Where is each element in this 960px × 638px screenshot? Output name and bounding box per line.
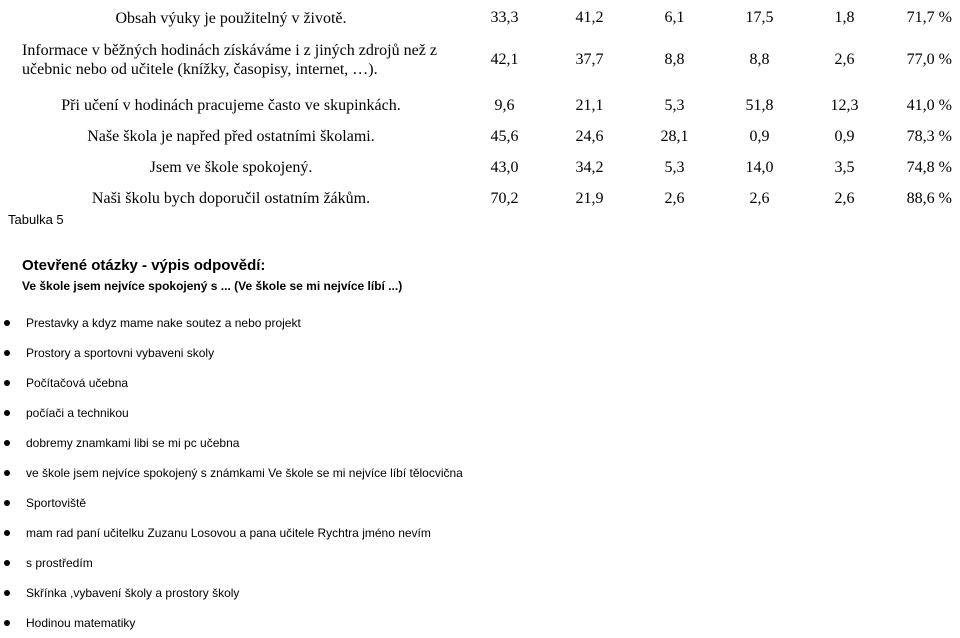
answer-text: Sportoviště [26, 496, 87, 510]
answer-text: počíači a technikou [26, 406, 129, 420]
value-cell: 8,8 [749, 51, 770, 68]
bullet-icon [4, 320, 10, 326]
row-label: Naši školu bych doporučil ostatním žákům. [91, 190, 371, 207]
bullet-icon [4, 410, 10, 416]
row-label: Naše škola je napřed před ostatními školami. [87, 128, 375, 145]
value-cell: 43,0 [490, 158, 519, 176]
table-row [0, 90, 952, 121]
value-cell: 0,9 [834, 127, 855, 145]
bullet-icon [4, 530, 10, 536]
table-row [0, 6, 952, 30]
answer-text: Skřínka ,vybavení školy a prostory školy [26, 586, 240, 600]
total-cell: 71,7 % [906, 9, 952, 26]
value-cell: 21,9 [575, 189, 604, 207]
total-cell: 78,3 % [906, 127, 952, 145]
value-cell: 1,8 [834, 9, 855, 26]
value-cell: 21,1 [575, 96, 604, 114]
bullet-icon [4, 620, 10, 626]
statistics-table [0, 6, 952, 214]
bullet-icon [4, 500, 10, 506]
value-cell: 28,1 [660, 127, 689, 145]
value-cell: 0,9 [749, 127, 770, 145]
answer-text: mam rad paní učitelku Zuzanu Losovou a pana učitele Rychtra jméno nevím [26, 526, 431, 540]
value-cell: 51,8 [745, 96, 774, 114]
answer-text: dobremy znamkami libi se mi pc učebna [26, 436, 240, 450]
bullet-icon [4, 380, 10, 386]
total-cell: 74,8 % [906, 158, 952, 176]
answer-text: ve škole jsem nejvíce spokojený s známkami Ve škole se mi nejvíce líbí tělocvična [26, 466, 463, 480]
row-label: Obsah výuky je použitelný v životě. [115, 9, 347, 27]
total-cell: 77,0 % [906, 51, 952, 68]
total-cell: 41,0 % [906, 96, 952, 114]
value-cell: 17,5 [745, 9, 774, 26]
bullet-icon [4, 470, 10, 476]
table-row [0, 152, 952, 183]
table-row [0, 121, 952, 152]
list-item [0, 308, 463, 338]
value-cell: 41,2 [575, 9, 604, 26]
value-cell: 3,5 [834, 158, 855, 176]
list-item [0, 338, 463, 368]
value-cell: 33,3 [490, 9, 519, 26]
value-cell: 45,6 [490, 127, 519, 145]
list-item [0, 428, 463, 458]
list-item [0, 548, 463, 578]
value-cell: 12,3 [830, 96, 859, 114]
row-label: Jsem ve škole spokojený. [149, 159, 313, 176]
list-item [0, 398, 463, 428]
table-caption: Tabulka 5 [8, 212, 64, 227]
bullet-icon [4, 440, 10, 446]
value-cell: 2,6 [834, 51, 855, 68]
answer-text: Hodinou matematiky [26, 616, 136, 630]
value-cell: 37,7 [575, 51, 604, 68]
answer-text: Prestavky a kdyz mame nake soutez a nebo projekt [26, 316, 301, 330]
value-cell: 9,6 [494, 96, 515, 114]
list-item [0, 518, 463, 548]
list-item [0, 458, 463, 488]
value-cell: 2,6 [834, 189, 855, 207]
table-row [0, 30, 952, 90]
table-row [0, 183, 952, 214]
value-cell: 34,2 [575, 158, 604, 176]
value-cell: 24,6 [575, 127, 604, 145]
section-heading: Otevřené otázky - výpis odpovědí: [22, 257, 266, 274]
bullet-icon [4, 560, 10, 566]
bullet-icon [4, 590, 10, 596]
list-item [0, 578, 463, 608]
value-cell: 6,1 [664, 9, 685, 26]
value-cell: 8,8 [664, 51, 685, 68]
value-cell: 5,3 [664, 96, 685, 114]
value-cell: 5,3 [664, 158, 685, 176]
answers-list [0, 308, 463, 638]
list-item [0, 488, 463, 518]
answer-text: Počítačová učebna [26, 376, 129, 390]
value-cell: 42,1 [490, 51, 519, 68]
list-item [0, 608, 463, 638]
bullet-icon [4, 350, 10, 356]
question-text: Ve škole jsem nejvíce spokojený s ... (Ve škole se mi nejvíce líbí ...) [22, 279, 403, 293]
answer-text: s prostředím [26, 556, 93, 570]
value-cell: 2,6 [749, 189, 770, 207]
row-label: Informace v běžných hodinách získáváme i z jiných zdrojů než z učebnic nebo od učitele (knížky, časopisy, internet, …). [22, 42, 437, 78]
answer-text: Prostory a sportovni vybaveni skoly [26, 346, 215, 360]
value-cell: 2,6 [664, 189, 685, 207]
list-item [0, 368, 463, 398]
total-cell: 88,6 % [906, 189, 952, 207]
row-label: Při učení v hodinách pracujeme často ve skupinkách. [61, 97, 401, 114]
value-cell: 70,2 [490, 189, 519, 207]
value-cell: 14,0 [745, 158, 774, 176]
